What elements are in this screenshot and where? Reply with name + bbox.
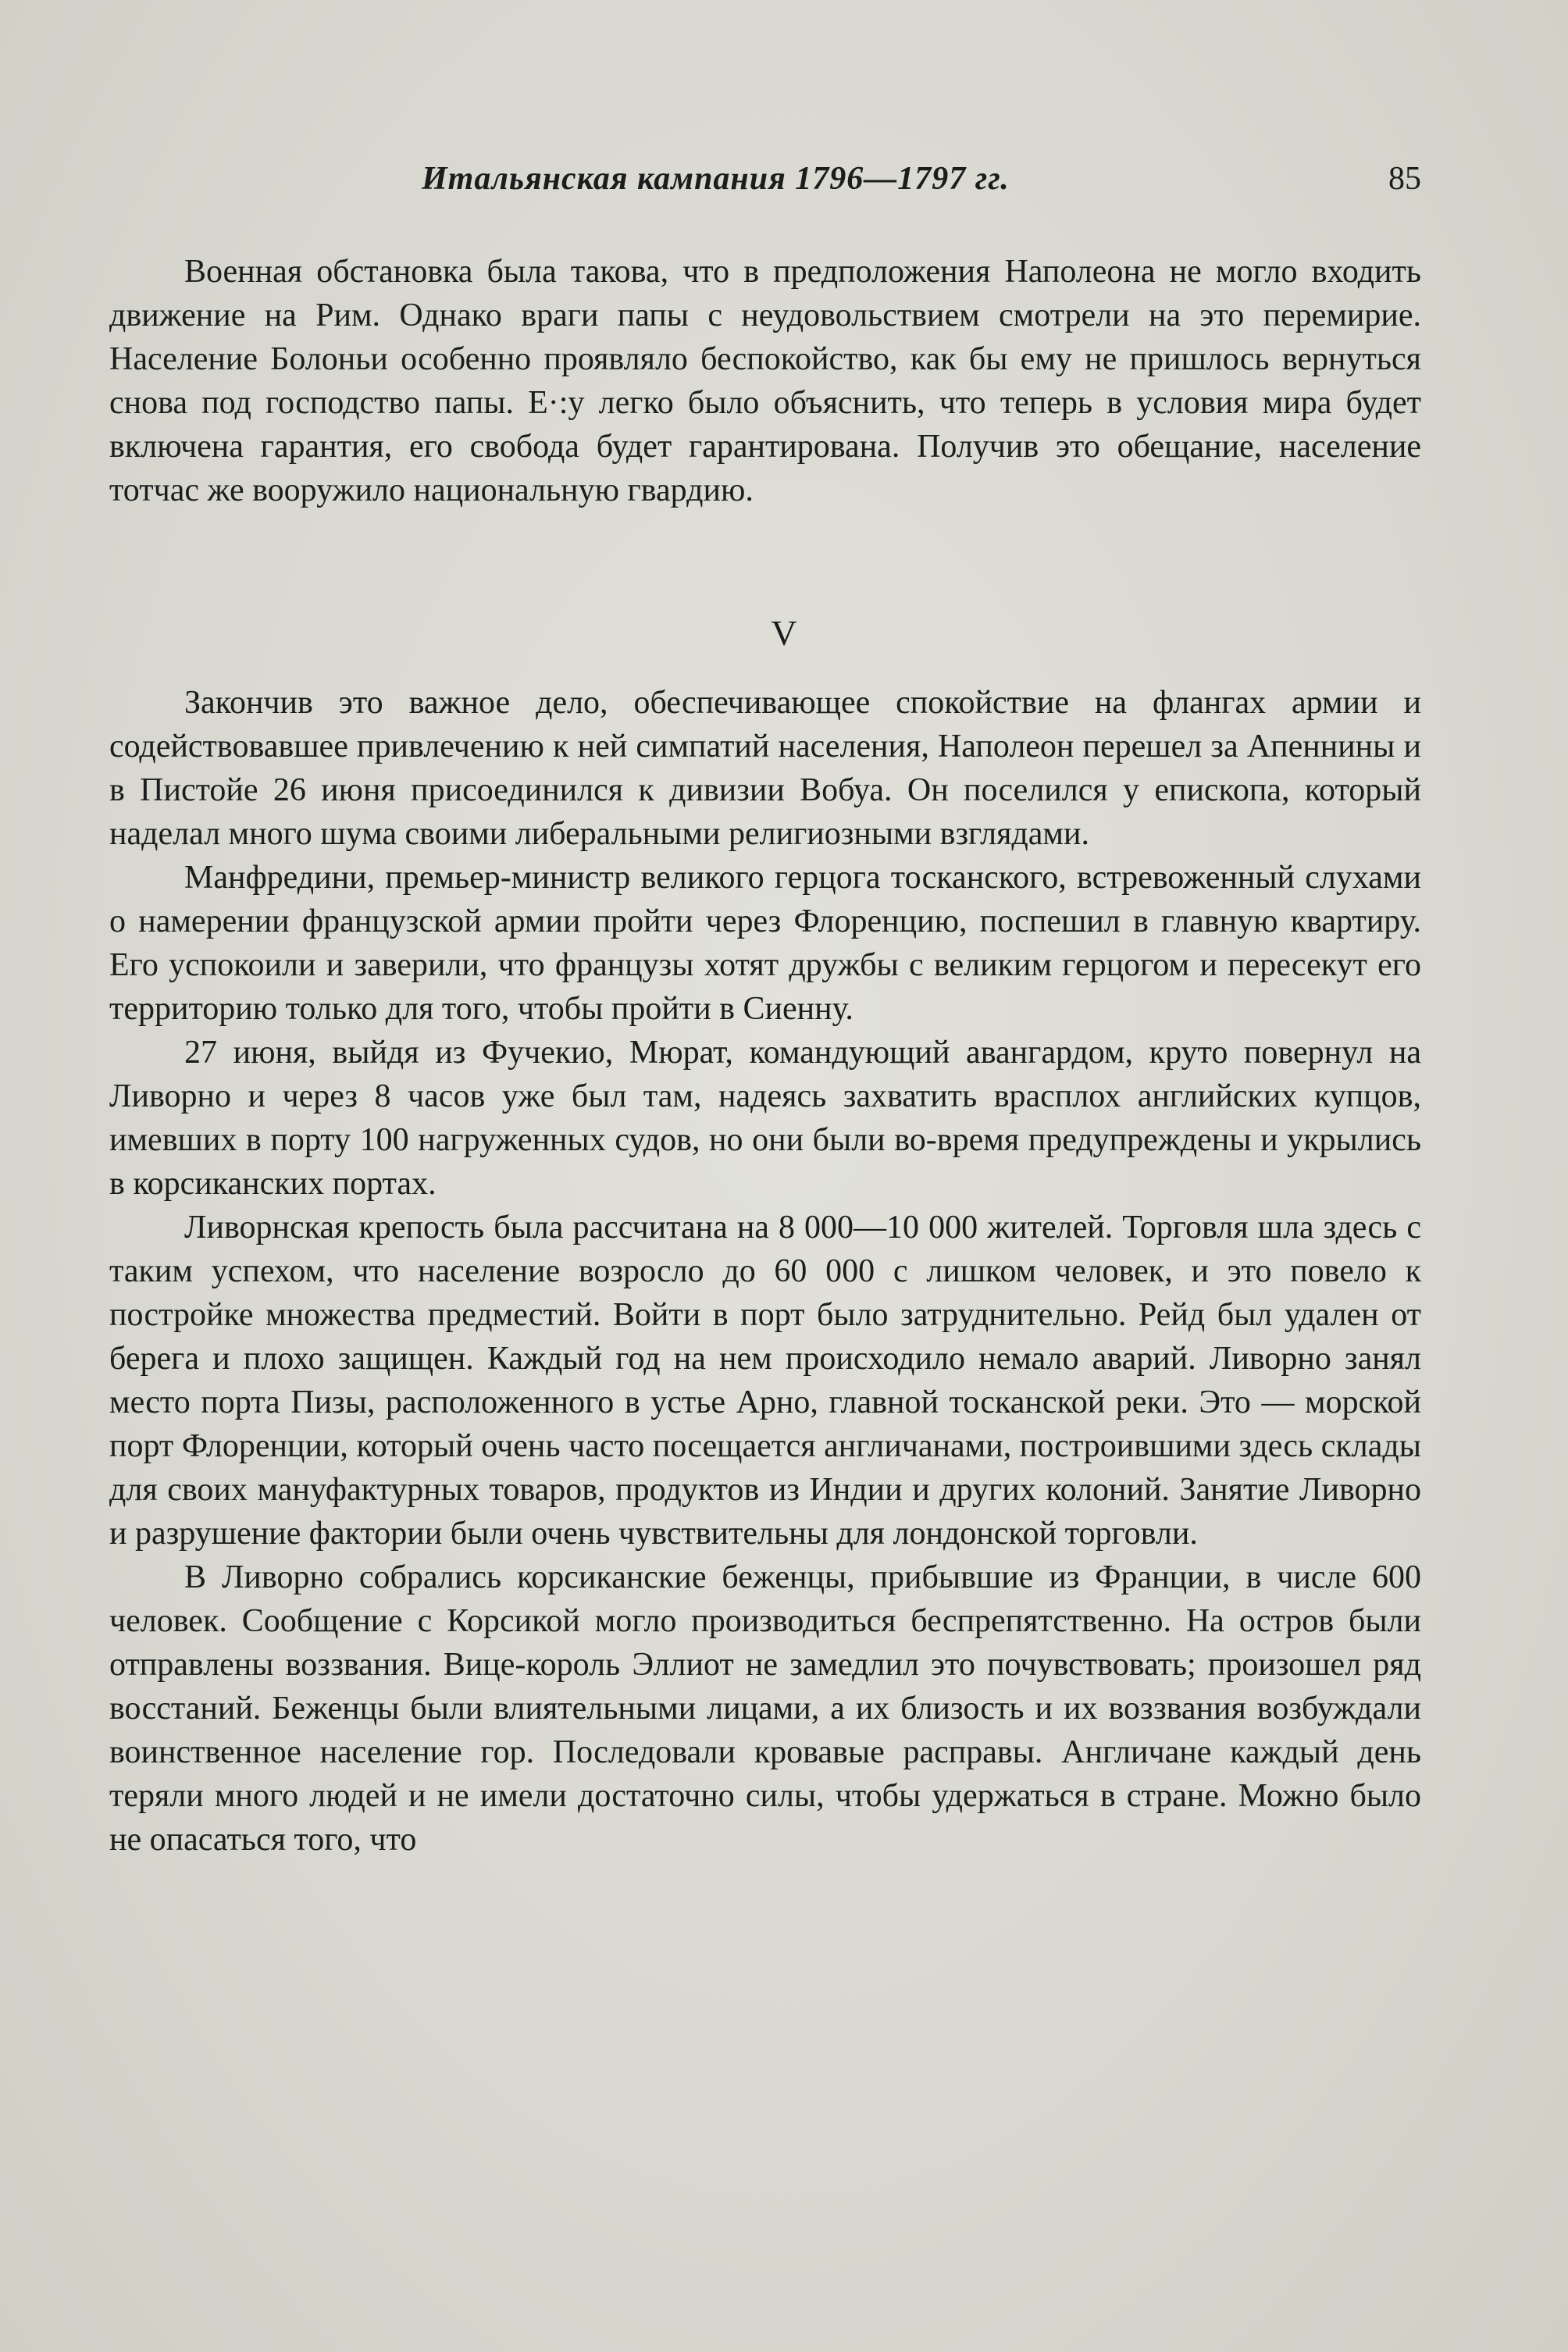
page-number: 85 (1388, 161, 1421, 197)
page-header (109, 160, 1421, 207)
paragraph: Военная обстановка была такова, что в предположения Наполеона не могло входить движение на Рим. Однако враги папы с неудовольствием смотрели на это перемирие. Население Болоньи особенно проявляло беспокойство, как бы ему не пришлось вернуться снова под господство папы. Е·:у легко было объяснить, что теперь в условия мира будет включена гарантия, его свобода будет гарантирована. Получив это обещание, население тотчас же вооружило национальную гвардию. (109, 254, 1421, 508)
paragraph: Манфредини, премьер-министр великого герцога тосканского, встревоженный слухами о намерении французской армии пройти через Флоренцию, поспешил в главную квартиру. Его успокоили и заверили, что французы хотят дружбы с великим герцогом и пересекут его территорию только для того, чтобы пройти в Сиенну. (109, 860, 1421, 1027)
text-block-before-section (109, 250, 1421, 512)
section-heading: V (771, 613, 797, 653)
running-title: Итальянская кампания 1796—1797 гг. (422, 161, 1010, 197)
text-block-after-section (109, 681, 1421, 1862)
paragraph: 27 июня, выйдя из Фучекио, Мюрат, командующий авангардом, круто повернул на Ливорно и через 8 часов уже был там, надеясь захватить врасплох английских купцов, имевших в порту 100 нагруженных судов, но они были во-время предупреждены и укрылись в корсиканских портах. (109, 1035, 1421, 1202)
paragraph: В Ливорно собрались корсиканские беженцы, прибывшие из Франции, в числе 600 человек. Сообщение с Корсикой могло производиться беспрепятственно. На остров были отправлены воззвания. Вице-король Эллиот не замедлил это почувствовать; произошел ряд восстаний. Беженцы были влиятельными лицами, а их близость и их воззвания возбуждали воинственное население гор. Последовали кровавые расправы. Англичане каждый день теряли много людей и не имели достаточно силы, чтобы удержаться в стране. Можно было не опасаться того, что (109, 1559, 1421, 1858)
paragraph: Закончив это важное дело, обеспечивающее спокойствие на флангах армии и содействовавшее привлечению к ней симпатий населения, Наполеон перешел за Апеннины и в Пистойе 26 июня присоединился к дивизии Вобуа. Он поселился у епископа, который наделал много шума своими либеральными религиозными взглядами. (109, 685, 1421, 852)
paragraph: Ливорнская крепость была рассчитана на 8 000—10 000 жителей. Торговля шла здесь с таким успехом, что население возросло до 60 000 с лишком человек, и это повело к постройке множества предместий. Войти в порт было затруднительно. Рейд был удален от берега и плохо защищен. Каждый год на нем происходило немало аварий. Ливорно занял место порта Пизы, расположенного в устье Арно, главной тосканской реки. Это — морской порт Флоренции, который очень часто посещается англичанами, построившими здесь склады для своих мануфактурных товаров, продуктов из Индии и других колоний. Занятие Ливорно и разрушение фактории были очень чувствительны для лондонской торговли. (109, 1210, 1421, 1552)
